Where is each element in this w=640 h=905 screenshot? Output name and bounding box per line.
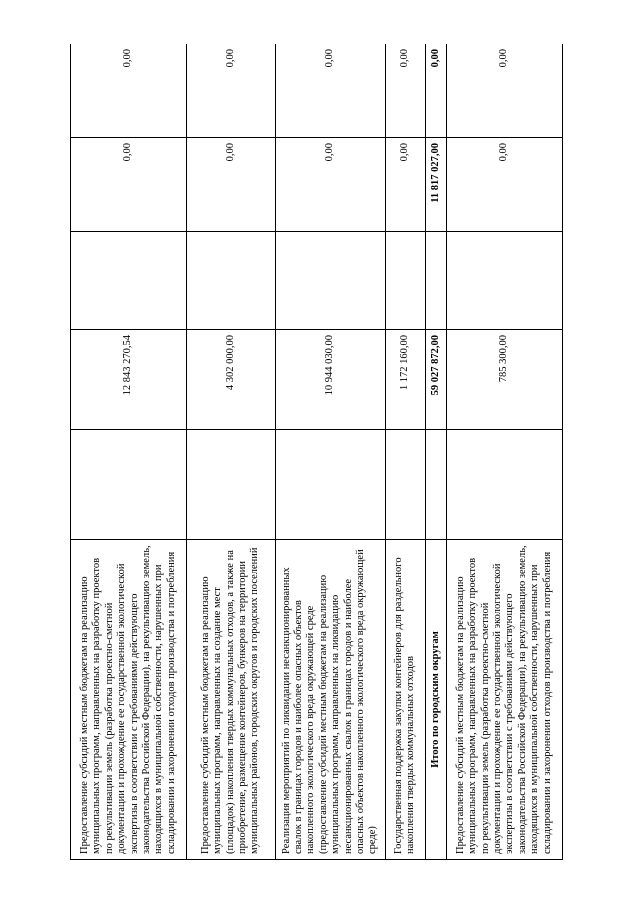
row-col-a	[446, 430, 562, 540]
table-row	[275, 44, 385, 860]
row-col-d: 0,00	[71, 138, 187, 232]
total-row	[425, 44, 446, 860]
table-row	[71, 44, 187, 860]
row-description: Реализация мероприятий по ликвидации несанкционированных свалок в границах городов и наиболее опасных объектов накопленного экологического вреда окружающей среде (предоставление субсидий местным бюджетам на реализацию муниципальных программ, направленных на ликвидацию несанкционированных свалок в границах городов и наиболее опасных объектов накопленного экологического вреда окружающей среде)	[275, 540, 385, 860]
row-col-a	[71, 430, 187, 540]
row-col-e: 0,00	[275, 44, 385, 138]
row-description: Предоставление субсидий местным бюджетам на реализацию муниципальных программ, направленных на создание мест (площадок) накопления твердых коммунальных отходов, а также на приобретение, размещение контейнеров, бункеров на территории муниципальных районов, городских округов и городских поселений	[187, 540, 276, 860]
total-label: Итого по городским округам	[425, 540, 446, 860]
landscape-table-container	[70, 44, 563, 860]
row-col-e: 0,00	[385, 44, 425, 138]
row-col-c	[71, 232, 187, 330]
row-col-d: 0,00	[275, 138, 385, 232]
row-col-a	[385, 430, 425, 540]
row-col-e: 0,00	[71, 44, 187, 138]
row-col-e: 0,00	[446, 44, 562, 138]
row-col-b: 4 302 000,00	[187, 330, 276, 430]
total-col-c	[425, 232, 446, 330]
total-col-b: 59 027 872,00	[425, 330, 446, 430]
row-col-c	[385, 232, 425, 330]
row-col-c	[275, 232, 385, 330]
row-description: Предоставление субсидий местным бюджетам на реализацию муниципальных программ, направленных на разработку проектов по рекультивации земель (разработка проектно-сметной документации и прохождение ее государственной экологической экспертизы в соответствии с требованиями действующего законодательства Российской Федерации), на рекультивацию земель, находящихся в муниципальной собственности, нарушенных при складировании и захоронении отходов производства и потребления	[446, 540, 562, 860]
row-col-d: 0,00	[446, 138, 562, 232]
row-col-b: 10 944 030,00	[275, 330, 385, 430]
budget-table	[70, 44, 563, 860]
row-description: Предоставление субсидий местным бюджетам на реализацию муниципальных программ, направленных на разработку проектов по рекультивации земель (разработка проектно-сметной документации и прохождение ее государственной экологической экспертизы в соответствии с требованиями действующего законодательства Российской Федерации), на рекультивацию земель, находящихся в муниципальной собственности, нарушенных при складировании и захоронении отходов производства и потребления	[71, 540, 187, 860]
row-col-b: 12 843 270,54	[71, 330, 187, 430]
total-col-e: 0,00	[425, 44, 446, 138]
table-row	[187, 44, 276, 860]
row-col-e: 0,00	[187, 44, 276, 138]
row-description: Государственная поддержка закупки контейнеров для раздельного накопления твердых коммунальных отходов	[385, 540, 425, 860]
row-col-a	[187, 430, 276, 540]
table-row	[446, 44, 562, 860]
row-col-c	[187, 232, 276, 330]
row-col-b: 785 300,00	[446, 330, 562, 430]
total-col-d: 11 817 027,00	[425, 138, 446, 232]
row-col-a	[275, 430, 385, 540]
row-col-d: 0,00	[385, 138, 425, 232]
row-col-d: 0,00	[187, 138, 276, 232]
rotated-page	[70, 44, 563, 860]
row-col-b: 1 172 160,00	[385, 330, 425, 430]
total-col-a	[425, 430, 446, 540]
row-col-c	[446, 232, 562, 330]
table-row	[385, 44, 425, 860]
